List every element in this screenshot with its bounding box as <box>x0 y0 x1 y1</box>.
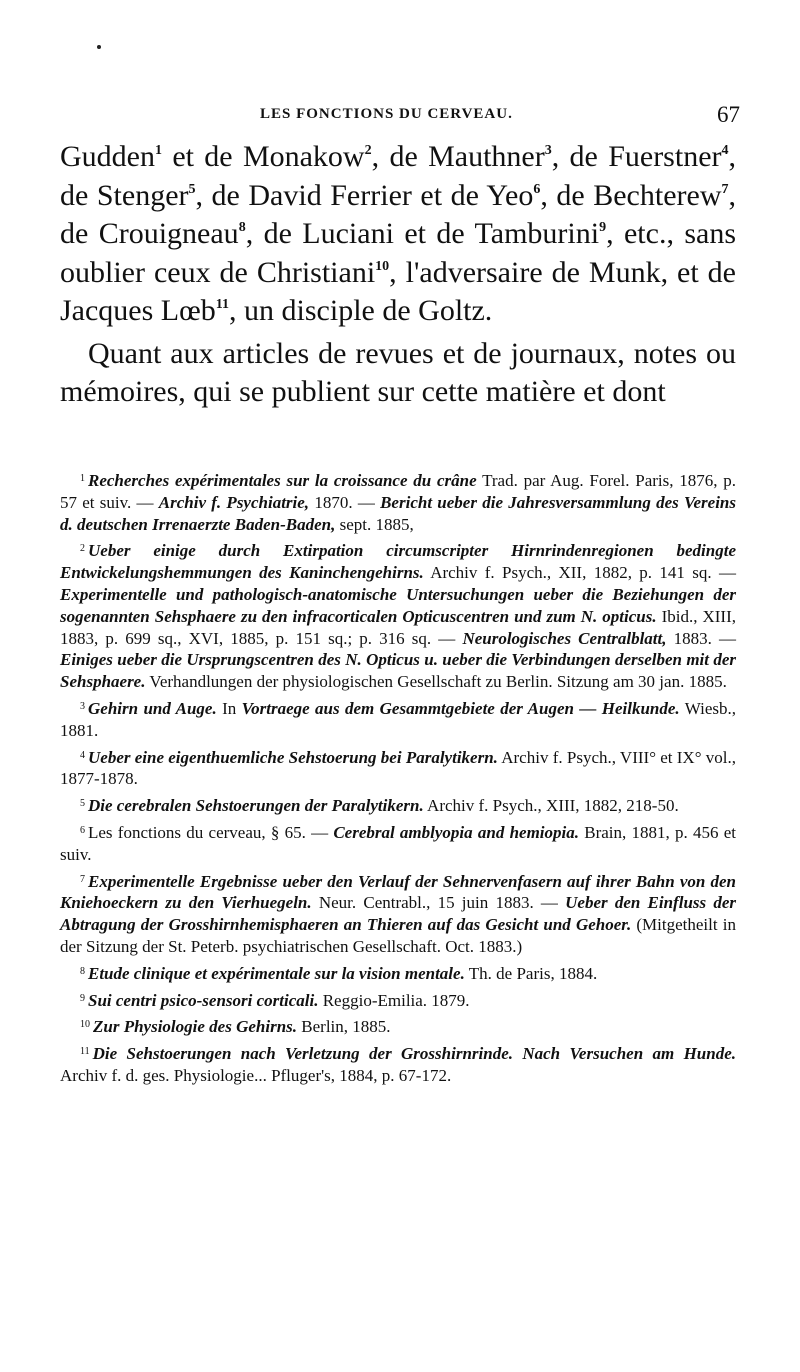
footnote-ref: 6 <box>533 181 541 197</box>
footnote-title: Etude clinique et expérimentale sur la vision mentale. <box>88 963 465 983</box>
footnote-mark: 4 <box>80 749 85 761</box>
text-segment: , de Bechterew <box>540 178 722 212</box>
text-segment: et de Monakow <box>161 140 365 173</box>
text-segment: , un disciple de Goltz. <box>229 294 493 327</box>
footnote-text: Archiv f. Psych., XII, 1882, p. 141 sq. — <box>423 563 736 583</box>
paragraph-1 <box>60 138 736 331</box>
footnote-text: Neur. Centrabl., 15 juin 1883. — <box>311 893 566 913</box>
footnote-1 <box>60 470 736 535</box>
footnote-mark: 6 <box>80 824 85 836</box>
footnote-ref: 10 <box>375 258 390 274</box>
footnote-text: Wiesb., 1881. <box>60 698 736 740</box>
footnote-2 <box>60 540 736 693</box>
text-segment: , de Mauthner <box>371 140 545 173</box>
text-segment: , etc., sans oublier ceux de Christiani <box>60 217 737 289</box>
footnote-title: Cerebral amblyopia and hemiopia. <box>333 822 579 842</box>
footnote-text: Archiv f. d. ges. Physiologie... Pfluger's, 1884, p. 67-172. <box>60 1065 452 1085</box>
footnote-mark: 7 <box>80 873 85 885</box>
footnote-text: Trad. par Aug. Forel. Paris, 1876, p. 57 et suiv. — <box>60 471 736 512</box>
running-title: LES FONCTIONS DU CERVEAU. <box>260 106 513 122</box>
footnote-title: Ueber einige durch Extirpation circumscripter Hirnrindenregionen bedingte Entwickelungshemmungen des Kaninchengehirns. <box>60 541 736 583</box>
footnote-text: Verhandlungen der physiologischen Gesellschaft zu Berlin. Sitzung am 30 jan. 1885. <box>145 672 727 692</box>
footnote-title: Sui centri psico-sensori corticali. <box>88 990 319 1010</box>
footnote-ref: 3 <box>544 143 552 158</box>
footnote-ref: 11 <box>215 297 230 312</box>
footnote-title: Experimentelle und pathologisch-anatomische Untersuchungen ueber die Beziehungen der sogenannten Sehsphaere zu den infracorticalen Opticuscentren und zum N. opticus. <box>60 584 736 626</box>
footnote-mark: 5 <box>80 798 85 810</box>
main-text <box>60 138 736 412</box>
footnote-title: Experimentelle Ergebnisse ueber den Verlauf der Sehnervenfasern auf ihrer Bahn von den Kniehoeckern zu den Vierhuegeln. <box>60 871 736 913</box>
footnote-8 <box>60 963 736 985</box>
text-segment: , de Luciani et de Tamburini <box>245 217 600 250</box>
footnote-ref: 2 <box>364 143 372 158</box>
print-speck <box>97 45 101 49</box>
footnote-title: Ueber den Einfluss der Abtragung der Grosshirnhemisphaeren an Thieren auf das Gesicht und Gehoer. <box>60 893 736 935</box>
footnote-text: In <box>216 698 242 718</box>
footnote-title: Archiv f. Psychiatrie, <box>158 492 310 512</box>
footnote-mark: 3 <box>80 700 85 712</box>
footnote-mark: 1 <box>80 473 85 484</box>
text-segment: , de David Ferrier et de Yeo <box>195 178 534 212</box>
footnote-title: Die Sehstoerungen nach Verletzung der Grosshirnrinde. Nach Versuchen am Hunde. <box>92 1044 736 1064</box>
footnote-text: 1870. — <box>309 492 381 512</box>
footnote-ref: 4 <box>721 143 729 158</box>
footnote-11 <box>60 1043 736 1087</box>
footnote-mark: 8 <box>80 965 85 977</box>
footnote-text: Brain, 1881, p. 456 et suiv. <box>60 822 736 864</box>
text-segment: , l'adversaire de Munk, et de Jacques Lœb <box>60 255 736 327</box>
text-segment: Gudden <box>60 140 155 173</box>
footnote-text: Les fonctions du cerveau, § 65. — <box>88 822 334 842</box>
footnote-title: Neurologisches Centralblatt, <box>462 628 667 648</box>
footnote-ref: 1 <box>154 143 162 158</box>
footnote-mark: 9 <box>80 992 85 1004</box>
running-head <box>60 104 740 134</box>
footnote-9 <box>60 990 736 1012</box>
footnote-mark: 10 <box>80 1019 90 1031</box>
footnote-text: Reggio-Emilia. 1879. <box>318 990 470 1010</box>
footnotes <box>60 470 736 1092</box>
footnote-title: Ueber eine eigenthuemliche Sehstoerung bei Paralytikern. <box>88 747 498 767</box>
footnote-text: Ibid., XIII, 1883, p. 699 sq., XVI, 1885, p. 151 sq.; p. 316 sq. — <box>60 606 736 648</box>
footnote-ref: 7 <box>721 181 729 197</box>
footnote-title: Bericht ueber die Jahresversammlung des Vereins d. deutschen Irrenaerzte Baden-Baden, <box>60 492 737 534</box>
footnote-text: Archiv f. Psych., XIII, 1882, 218-50. <box>423 796 679 816</box>
footnote-ref: 5 <box>188 181 196 197</box>
footnote-title: Vortraege aus dem Gesammtgebiete der Augen — Heilkunde. <box>241 698 680 718</box>
footnote-text: sept. 1885, <box>335 514 414 534</box>
text-segment: , de Fuerstner <box>551 140 722 173</box>
footnote-text: Archiv f. Psych., VIII° et IX° vol., 1877-1878. <box>60 747 736 789</box>
footnote-text: 1883. — <box>666 628 737 648</box>
footnote-text: (Mitgetheilt in der Sitzung der St. Peterb. psychiatrischen Gesellschaft. Oct. 1883.) <box>60 915 736 956</box>
footnote-text: Th. de Paris, 1884. <box>464 963 598 983</box>
footnote-7 <box>60 871 736 958</box>
footnote-text: Berlin, 1885. <box>297 1017 391 1037</box>
text-segment: , de Stenger <box>60 140 737 212</box>
footnote-title: Einiges ueber die Ursprungscentren des N. Opticus u. ueber die Verbindungen derselben mit der Sehsphaere. <box>60 650 736 692</box>
footnote-6 <box>60 822 736 866</box>
footnote-mark: 2 <box>80 543 85 555</box>
footnote-ref: 8 <box>238 220 246 235</box>
footnote-3 <box>60 698 736 742</box>
footnote-5 <box>60 795 736 817</box>
footnote-ref: 9 <box>599 220 607 235</box>
footnote-mark: 11 <box>80 1046 90 1058</box>
footnote-title: Zur Physiologie des Gehirns. <box>93 1017 298 1037</box>
footnote-10 <box>60 1016 736 1038</box>
page-number: 67 <box>717 102 740 127</box>
footnote-title: Recherches expérimentales sur la croissance du crâne <box>88 471 477 490</box>
footnote-title: Die cerebralen Sehstoerungen der Paralytikern. <box>88 796 424 816</box>
text-segment: , de Crouigneau <box>60 178 736 250</box>
footnote-4 <box>60 747 736 791</box>
paragraph-2: Quant aux articles de revues et de journaux, notes ou mémoires, qui se publient sur cette matière et dont <box>60 336 736 408</box>
footnote-title: Gehirn und Auge. <box>88 698 217 718</box>
